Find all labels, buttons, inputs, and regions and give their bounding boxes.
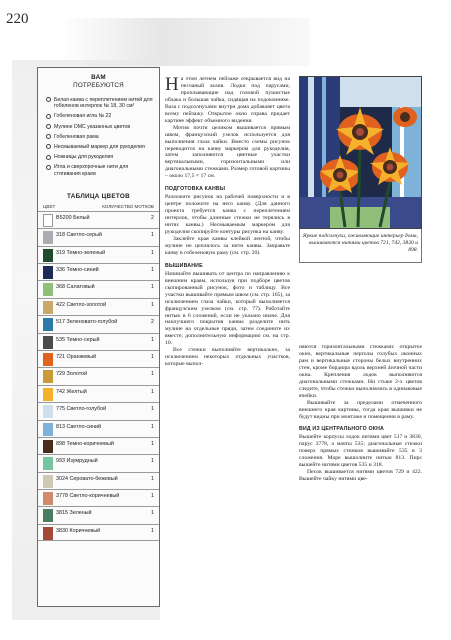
color-row [38,228,159,245]
drop-cap: Н [165,74,179,95]
color-row [38,454,159,471]
color-label: 517 Зеленовато-голубой [56,319,118,326]
color-row [38,280,159,297]
paragraph: Начинайте вышивать от центра по направлению к внешним краям, используя при подборе цветов скопированный рисунок, фото и таблицу. Все участки вышивайте прямым швом (см. стр. 165), за исключением глаза чайки, который выполняется французским узелком (см. стр. 77). Работайте нитью в 6 сложений, если не указано иначе. Для наилучшего покрытия канвы разделите нить мулине на отдельные пряди, затем соедините их вместе; дополнительную информацию см. на стр. 10. [165,270,290,347]
color-label: 3024 Серовато-бежевый [56,475,118,482]
photo-caption: Яркие подсолнухи, оживляющие интерьер дома, вышиваются нитями цветов 721, 742, 3830 и 898. [302,233,418,253]
qty-column-header: КОЛИЧЕСТВО МОТКОВ [102,203,154,209]
color-quantity: 1 [151,353,154,360]
color-swatch [43,336,53,349]
materials-item: Белая канва с переплетением нитей для гобеленов интерлок № 18, 30 см² [46,97,153,109]
color-row [38,211,159,228]
color-quantity: 1 [151,232,154,239]
color-label: 898 Темно-коричневый [56,440,114,447]
color-swatch [43,283,53,296]
bullet-icon [46,144,51,149]
materials-item: Несмываемый маркер для рукоделия [46,144,153,150]
color-label: 993 Изумрудный [56,458,98,465]
color-swatch [43,249,53,262]
color-quantity: 1 [151,510,154,517]
intro-paragraph: На этом летнем пейзаже открывается вид на песчаный залив. Лодки под парусами, проплывающие над головой пушистые облака и большая чайка, сидящая на подоконнике. Ваза с подсолнухами внутри дома добавляет цвета всему пейзажу. Открытое окно справа придает картине эффект объемного видения. [165,74,290,124]
color-row [38,298,159,315]
color-swatch [43,370,53,383]
paragraph: Вышейте корпусы лодок нитями цвет 517 и 3830, парус 3778, а мачты 535; диагональные стежки поверх прямых стежков вышивайте 535 в 3 сложения. Море вышолните нитью 813. Пирс вышейте нитями цветов 535 и 318. [299,434,422,469]
bullet-icon [46,165,51,170]
color-label: 422 Светло-золотой [56,301,107,308]
color-row [38,350,159,367]
color-swatch [43,266,53,279]
color-label: 318 Светло-серый [56,232,102,239]
color-row [38,506,159,523]
materials-item: Гобеленовая рама [46,134,153,140]
color-label: 3830 Коричневый [56,527,101,534]
color-column-header: ЦВЕТ [43,203,56,209]
article-column-right [299,344,422,483]
bullet-icon [46,124,51,129]
color-swatch [43,527,53,540]
color-row [38,367,159,384]
color-quantity: 1 [151,475,154,482]
paragraph: Вышивайте за пределами отмеченного внешнего края картины, тогда края вышивки не будут видны при монтаже и помещении в раму. [299,399,422,420]
color-table [38,211,159,541]
color-quantity: 1 [151,267,154,273]
color-quantity: 1 [151,406,154,413]
color-row [38,489,159,506]
color-quantity: 1 [151,458,154,465]
color-swatch [43,214,53,227]
color-quantity: 1 [151,440,154,447]
color-row [38,402,159,419]
color-quantity: 2 [151,319,154,326]
color-table-header [43,204,154,209]
color-row [38,472,159,489]
materials-sidebar [37,67,160,607]
color-label: 336 Темно-синий [56,267,99,273]
color-quantity: 1 [151,301,154,308]
section-heading-embroidery: ВЫШИВАНИЕ [165,262,203,269]
color-row [38,315,159,332]
paragraph: Заклейте края канвы клейкой лентой, чтобы мулине не цеплялось за нити канвы. Заправьте канву в гобеленовую раму (см. стр. 20). [165,235,290,256]
color-swatch [43,440,53,453]
section-heading-canvas: ПОДГОТОВКА КАНВЫ [165,186,226,193]
color-swatch [43,509,53,522]
color-swatch [43,475,53,488]
materials-item: Гобеленовая игла № 22 [46,113,153,119]
color-row [38,263,159,280]
materials-list [46,97,153,177]
tapestry-image [300,77,422,229]
color-row [38,385,159,402]
color-label: 729 Золотой [56,371,88,378]
color-label: B5200 Белый [56,214,90,221]
color-swatch [43,353,53,366]
color-swatch [43,405,53,418]
paragraph: Мотив почти целиком вышивается прямым швом, французский узелок используется для выполнения глаза чайки. Вместо схемы рисунок переводится на канву маркером для рукоделия, затем заполняются цветные участки вертикальными, горизонтальными или диагональными стежками. Размер готовой картины – около 17,5 × 17 см. [165,124,290,180]
color-table-title: ТАБЛИЦА ЦВЕТОВ [67,192,130,200]
paragraph: няются горизонтальными стежками: открытое окно, вертикальные перголы голубых оконных рам и вертикальные стороны белых внутренних стен, кроме бордюра вдоль верхней árочной части окна. Крепления лодок выполняются диагональными стежками. Ни стыке 2-х цветов следите, чтобы стежки выполнялись в одинаковые ячейки. [299,344,422,399]
sunflower-tapestry-photo [299,76,422,229]
color-quantity: 1 [151,284,154,291]
color-row [38,524,159,541]
color-label: 775 Светло-голубой [56,406,107,413]
section-heading-window: ВИД ИЗ ЦЕНТРАЛЬНОГО ОКНА [299,426,384,433]
color-swatch [43,457,53,470]
color-swatch [43,301,53,314]
materials-item: Игла и сверхпрочные нити для стягивания краев [46,164,153,176]
color-row [38,437,159,454]
color-row [38,420,159,437]
color-swatch [43,318,53,331]
materials-title-line1: ВАМ [91,74,106,81]
bullet-icon [46,155,51,160]
header-decoration [60,18,310,66]
bullet-icon [46,97,51,102]
materials-item: Ножницы для рукоделия [46,154,153,160]
color-quantity: 1 [151,249,154,256]
paragraph: Все стежки выполняйте вертикально, за исключением некоторых отдельных участков, которые выпол- [165,347,290,368]
paragraph: Разложите рисунок на рабочей поверхности и в центре положите на него канву. (Для данного проекта требуется канва с переплетением интерлок, чтобы длинные стежки не терялись в нитях канвы.) Несмываемым маркером для рукоделия скопируйте контуры рисунка на канву. [165,194,290,236]
color-label: 813 Светло-синий [56,423,102,430]
color-quantity: 2 [151,214,154,221]
color-quantity: 1 [151,388,154,395]
materials-item: Мулине DMC указанных цветов [46,124,153,130]
color-quantity: 1 [151,493,154,500]
bullet-icon [46,114,51,119]
color-label: 3778 Светло-коричневый [56,493,120,500]
color-label: 368 Салатовый [56,284,95,291]
page-number: 220 [6,11,29,27]
color-row [38,246,159,263]
bullet-icon [46,134,51,139]
color-label: 721 Оранжевый [56,353,97,360]
article-column-left [165,76,290,368]
materials-title-line2: ПОТРЕБУЮТСЯ [73,81,124,89]
color-quantity: 1 [151,336,154,343]
color-label: 319 Темно-зеленый [56,249,106,256]
color-label: 3815 Зеленый [56,510,92,517]
color-swatch [43,423,53,436]
paragraph: Песок вышивается нитями цветов 729 и 422. Вышейте чайку нитями цве- [299,469,422,483]
color-swatch [43,388,53,401]
color-quantity: 1 [151,423,154,430]
color-quantity: 1 [151,371,154,378]
color-row [38,333,159,350]
color-swatch [43,231,53,244]
color-quantity: 1 [151,527,154,534]
materials-title [38,74,159,89]
color-label: 742 Желтый [56,388,87,395]
color-swatch [43,492,53,505]
color-label: 535 Темно-серый [56,336,100,343]
